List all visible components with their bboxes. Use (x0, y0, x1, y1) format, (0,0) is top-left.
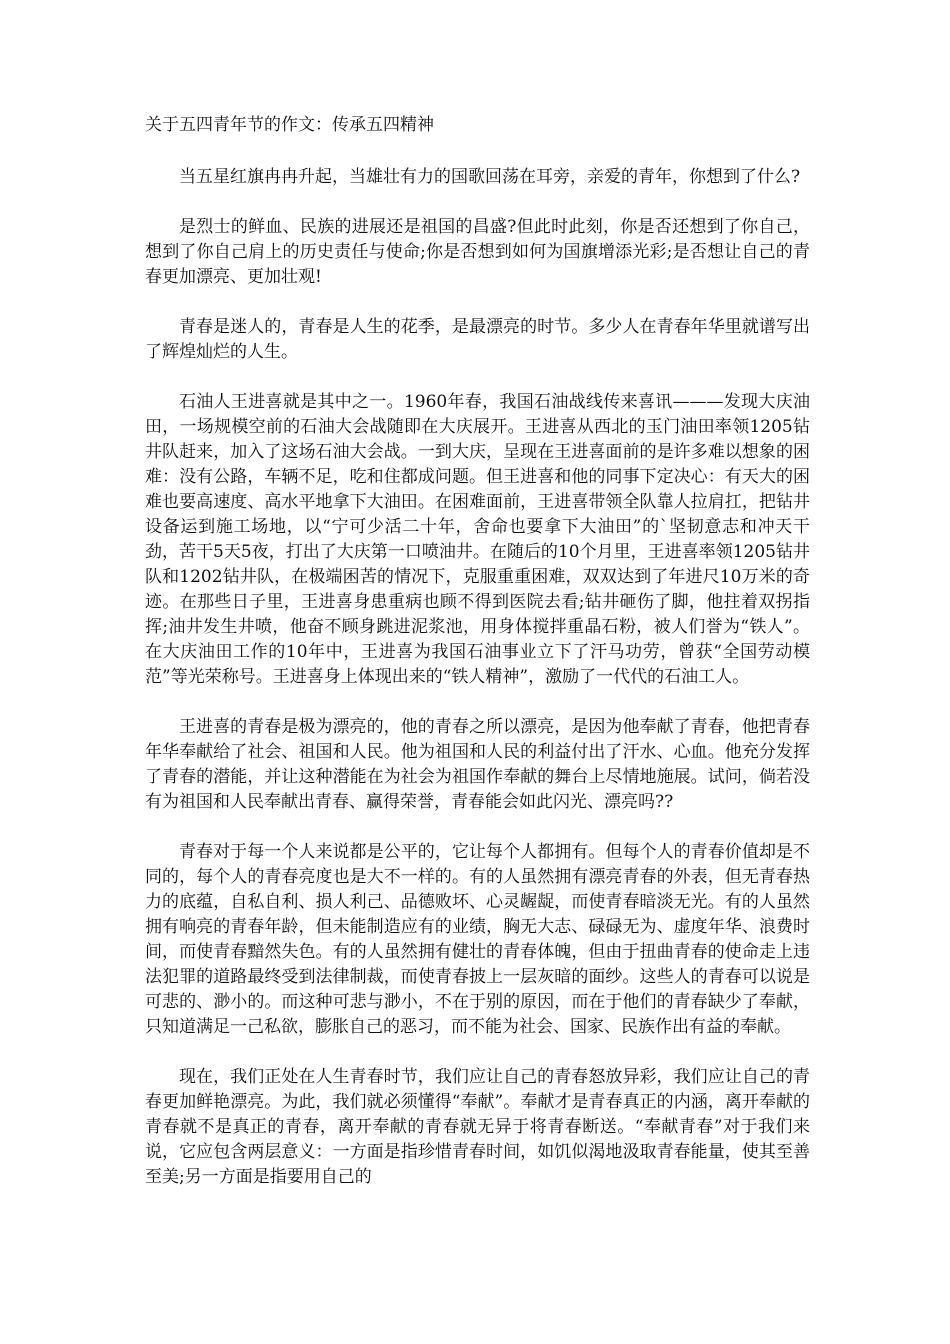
paragraph-1: 当五星红旗冉冉升起，当雄壮有力的国歌回荡在耳旁，亲爱的青年，你想到了什么? (179, 167, 801, 187)
paragraph-2: 是烈士的鲜血、民族的进展还是祖国的昌盛?但此时此刻，你是否还想到了你自己，想到了你自己肩上的历史责任与使命;你是否想到如何为国旗增添光彩;是否想让自己的青春更加漂亮、更加壮观! (145, 217, 810, 287)
paragraph-6: 青春对于每一个人来说都是公平的，它让每个人都拥有。但每个人的青春价值却是不同的，每个人的青春亮度也是大不一样的。有的人虽然拥有漂亮青春的外表，但无青春热力的底蕴，自私自利、损人利己、品德败坏、心灵龌龊，而使青春暗淡无光。有的人虽然拥有响亮的青春年龄，但未能制造应有的业绩，胸无大志、碌碌无为、虚度年华、浪费时间，而使青春黯然失色。有的人虽然拥有健壮的青春体魄，但由于扭曲青春的使命走上违法犯罪的道路最终受到法律制裁，而使青春披上一层灰暗的面纱。这些人的青春可以说是可悲的、渺小的。而这种可悲与渺小，不在于别的原因，而在于他们的青春缺少了奉献，只知道满足一己私欲，膨胀自己的恶习，而不能为社会、国家、民族作出有益的奉献。 (145, 842, 810, 1037)
paragraph-3: 青春是迷人的，青春是人生的花季，是最漂亮的时节。多少人在青春年华里就谱写出了辉煌灿烂的人生。 (145, 317, 810, 362)
paragraph-5: 王进喜的青春是极为漂亮的，他的青春之所以漂亮，是因为他奉献了青春，他把青春年华奉献给了社会、祖国和人民。他为祖国和人民的利益付出了汗水、心血。他充分发挥了青春的潜能，并让这种潜能在为社会为祖国作奉献的舞台上尽情地施展。试问，倘若没有为祖国和人民奉献出青春、赢得荣誉，青春能会如此闪光、漂亮吗?? (145, 717, 810, 812)
document-title: 关于五四青年节的作文：传承五四精神 (145, 115, 434, 135)
paragraph-4: 石油人王进喜就是其中之一。1960年春，我国石油战线传来喜讯———发现大庆油田，一场规模空前的石油大会战随即在大庆展开。王进喜从西北的玉门油田率领1205钻井队赶来，加入了这场石油大会战。一到大庆，呈现在王进喜面前的是许多难以想象的困难：没有公路，车辆不足，吃和住都成问题。但王进喜和他的同事下定决心：有天大的困难也要高速度、高水平地拿下大油田。在困难面前，王进喜带领全队靠人拉肩扛，把钻井设备运到施工场地，以“宁可少活二十年，舍命也要拿下大油田”的`坚韧意志和冲天干劲，苦干5天5夜，打出了大庆第一口喷油井。在随后的10个月里，王进喜率领1205钻井队和1202钻井队，在极端困苦的情况下，克服重重困难，双双达到了年进尺10万米的奇迹。在那些日子里，王进喜身患重病也顾不得到医院去看;钻井砸伤了脚，他拄着双拐指挥;油井发生井喷，他奋不顾身跳进泥浆池，用身体搅拌重晶石粉，被人们誉为“铁人”。在大庆油田工作的10年中，王进喜为我国石油事业立下了汗马功劳，曾获“全国劳动模范”等光荣称号。王进喜身上体现出来的“铁人精神”，激励了一代代的石油工人。 (145, 392, 810, 687)
paragraph-7: 现在，我们正处在人生青春时节，我们应让自己的青春怒放异彩，我们应让自己的青春更加鲜艳漂亮。为此，我们就必须懂得“奉献”。奉献才是青春真正的内涵，离开奉献的青春就不是真正的青春，离开奉献的青春就无异于将青春断送。“奉献青春”对于我们来说，它应包含两层意义：一方面是指珍惜青春时间，如饥似渴地汲取青春能量，使其至善至美;另一方面是指要用自己的 (145, 1067, 810, 1187)
document-page (145, 113, 810, 1215)
